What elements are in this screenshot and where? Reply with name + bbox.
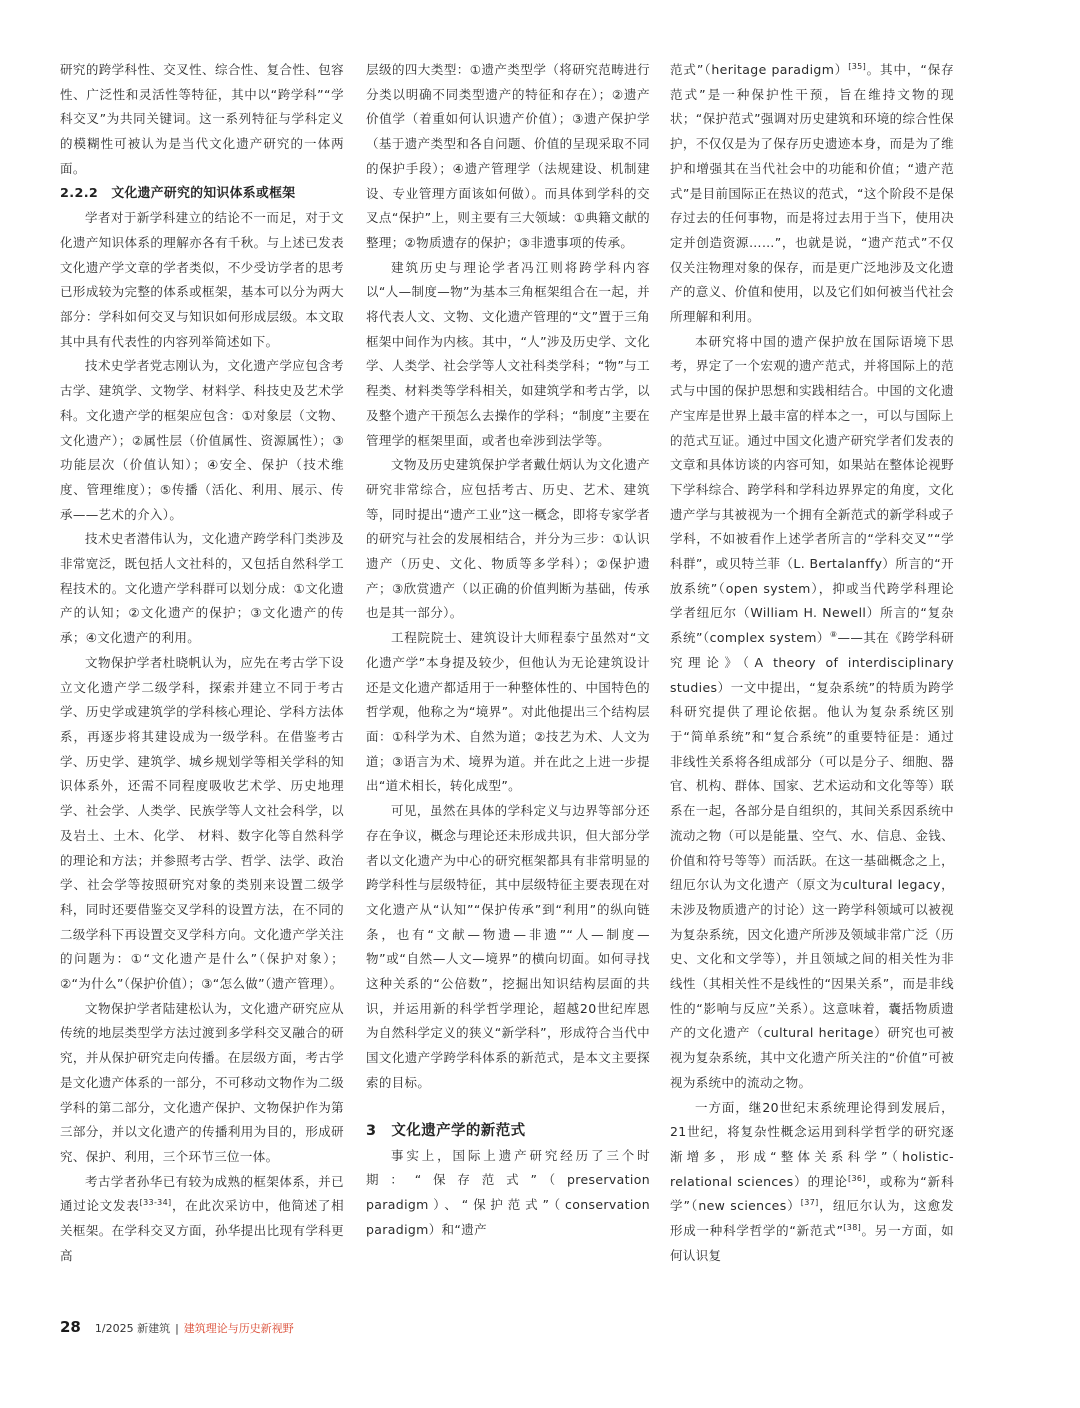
page-footer — [60, 1318, 294, 1340]
text-run: 考古学者孙华已有较为成熟的框架体系，并已通过论文发表 — [60, 1173, 344, 1214]
paragraph: 工程院院士、建筑设计大师程泰宁虽然对“文化遗产学”本身提及较少，但他认为无论建筑设计还是文化遗产都适用于一种整体性的、中国特色的哲学观，他称之为“境界”。对此他提出三个结构层面：①科学为术、自然为道；②技艺为术、人文为道；③语言为术、境界为道。并在此之上进一步提出“道术相长，转化成型”。 — [366, 630, 650, 794]
paragraph — [60, 1170, 344, 1269]
paragraph: 技术史者潜伟认为，文化遗产跨学科门类涉及非常宽泛，既包括人文社科的，又包括自然科学工程技术的。文化遗产学科群可以划分成：①文化遗产的认知；②文化遗产的保护；③文化遗产的传承；④文化遗产的利用。 — [60, 531, 344, 646]
journal-issue: 1/2025 新建筑 — [94, 1322, 171, 1335]
paragraph — [670, 58, 954, 330]
section-name: 建筑理论与历史新视野 — [183, 1322, 294, 1335]
paragraph: 技术史学者党志刚认为，文化遗产学应包含考古学、建筑学、文物学、材料学、科技史及艺术学科。文化遗产学的框架应包含：①对象层（文物、文化遗产）；②属性层（价值属性、资源属性）；③功能层次（价值认知）；④安全、保护（技术维度、管理维度）；⑤传播（活化、利用、展示、传承——艺术的介入）。 — [60, 358, 344, 522]
section-heading-2-2-2: 2.2.2 文化遗产研究的知识体系或框架 — [60, 185, 296, 201]
paragraph: 层级的四大类型：①遗产类型学（将研究范畴进行分类以明确不同类型遗产的特征和存在）；②遗产价值学（着重如何认识遗产价值）；③遗产保护学（基于遗产类型和各自问题、价值的呈现采取不同的保护手段）；④遗产管理学（法规建设、机制建设、专业管理方面该如何做）。而具体到学科的交叉点“保护”上，则主要有三大领域：①典籍文献的整理；②物质遗存的保护；③非遗事项的传承。 — [366, 62, 650, 250]
paragraph: 文物保护学者陆建松认为，文化遗产研究应从传统的地层类型学方法过渡到多学科交叉融合的研究，并从保护研究走向传播。在层级方面，考古学是文化遗产体系的一部分，不可移动文物作为二级学科的第二部分，文化遗产保护、文物保护作为第三部分，并以文化遗产的传播利用为目的，形成研究、保护、利用，三个环节三位一体。 — [60, 1000, 344, 1164]
text-column-2 — [366, 58, 650, 1242]
citation-ref: [38] — [843, 1222, 862, 1232]
footnote-ref: ⑧ — [829, 630, 838, 640]
page-number: 28 — [60, 1318, 81, 1336]
paragraph: 可见，虽然在具体的学科定义与边界等部分还存在争议，概念与理论还未形成共识，但大部分学者以文化遗产为中心的研究框架都具有非常明显的跨学科性与层级特征，其中层级特征主要表现在对文化遗产从“认知”“保护传承”到“利用”的纵向链条，也有“文献—物遗—非遗”“人—制度—物”或“自然—人文—境界”的横向切面。如何寻找这种关系的“公倍数”，挖掘出知识结构层面的共识，并运用新的科学哲学理论，超越20世纪库恩为自然科学定义的狭义“新学科”，形成符合当代中国文化遗产学跨学科体系的新范式，是本文主要探索的目标。 — [366, 803, 650, 1090]
text-column-1 — [60, 58, 344, 1268]
text-run: 本研究将中国的遗产保护放在国际语境下思考，界定了一个宏观的遗产范式，并将国际上的范式与中国的保护思想和实践相结合。中国的文化遗产宝库是世界上最丰富的样本之一，可以与国际上的范式互证。通过中国文化遗产研究学者们发表的文章和具体访谈的内容可知，如果站在整体论视野下学科综合、跨学科和学科边界界定的角度，文化遗产学与其被视为一个拥有全新范式的新学科或子学科，不如被看作上述学者所言的“学科交叉”“学科群”，或贝特兰菲（L. Bertalanffy）所言的“开放系统”（open system），抑或当代跨学科理论学者纽厄尔（William H. Newell）所言的“复杂系统”（complex system） — [670, 333, 954, 646]
paragraph: 建筑历史与理论学者冯江则将跨学科内容以“人—制度—物”为基本三角框架组合在一起，并将代表人文、文物、文化遗产管理的“文”置于三角框架中间作为内核。其中，“人”涉及历史学、文化学、人类学、社会学等人文社科类学科；“物”与工程类、材料类等学科相关，如建筑学和考古学，以及整个遗产干预怎么去操作的学科；“制度”主要在管理学的框架里面，或者也牵涉到法学等。 — [366, 259, 650, 448]
section-heading-3: 3 文化遗产学的新范式 — [366, 1122, 526, 1139]
text-run: 。另一方面，如何认识复 — [670, 1223, 955, 1263]
paragraph: 文物保护学者杜晓帆认为，应先在考古学下设立文化遗产学二级学科，探索并建立不同于考古学、历史学或建筑学的学科核心理论、学科方法体系，再逐步将其建设成为一级学科。在借鉴考古学、历史学、建筑学、城乡规划学等相关学科的知识体系外，还需不同程度吸收艺术学、历史地理学、社会学、人类学、民族学等人文社会科学，以及岩土、土木、化学、 材料、数字化等自然科学的理论和方法；并参照考古学、哲学、法学、政治学、社会学等按照研究对象的类别来设置二级学科，同时还要借鉴交叉学科的设置方法，在不同的二级学科下再设置交叉学科方向。文化遗产学关注的问题为：①“文化遗产是什么”（保护对象）；②“为什么”（保护价值）；③“怎么做”（遗产管理）。 — [60, 654, 344, 992]
paragraph: 学者对于新学科建立的结论不一而足，对于文化遗产知识体系的理解亦各有千秋。与上述已发表文化遗产学文章的学者类似，不少受访学者的思考已形成较为完整的体系或框架，基本可以分为两大部分：学科如何交叉与知识如何形成层级。本文取其中具有代表性的内容列举简述如下。 — [60, 210, 344, 349]
citation-ref: [36] — [847, 1173, 866, 1183]
citation-ref: [35] — [848, 61, 867, 71]
text-run: ——其在《跨学科研究理论》（A theory of interdisciplinary studies）一文中提出，“复杂系统”的特质为跨学科研究提供了理论依据。他认为复杂系统区别于“简单系统”和“复合系统”的重要特征是：通过非线性关系将各组成部分（可以是分子、细胞、器官、机构、群体、国家、艺术运动和文化等等）联系在一起，各部分是自组织的，其间关系因系统中流动之物（可以是能量、空气、水、信息、金钱、价值和符号等等）而活跃。在这一基础概念之上，纽厄尔认为文化遗产（原文为cultural legacy，未涉及物质遗产的讨论）这一跨学科领域可以被视为复杂系统，因文化遗产所涉及领域非常广泛（历史、文化和文学等），并且领域之间的相关性为非线性（其相关性不是线性的“因果关系”，而是非线性的“影响与反应”关系）。这意味着，囊括物质遗产的文化遗产（cultural heritage）研究也可被视为复杂系统，其中文化遗产所关注的“价值”可被视为系统中的流动之物。 — [670, 630, 955, 1090]
text-run: 范式”（heritage paradigm） — [670, 62, 849, 77]
citation-ref: [37] — [800, 1198, 819, 1208]
text-run: ，纽厄尔认为，这愈发形成一种科学哲学的“新范式” — [670, 1198, 954, 1239]
paragraph — [670, 330, 954, 1096]
text-run: 。其中，“保存范式”是一种保护性干预，旨在维持文物的现状；“保护范式”强调对历史建筑和环境的综合性保护，不仅仅是为了保存历史遗迹本身，而是为了维护和增强其在当代社会中的功能和价值；“遗产范式”是目前国际正在热议的范式，“这个阶段不是保存过去的任何事物，而是将过去用于当下，使用决定并创造资源……”，也就是说，“遗产范式”不仅仅关注物理对象的保存，而是更广泛地涉及文化遗产的意义、价值和使用，以及它们如何被当代社会所理解和利用。 — [670, 62, 954, 325]
paragraph: 研究的跨学科性、交叉性、综合性、复合性、包容性、广泛性和灵活性等特征，其中以“跨学科”“学科交叉”为共同关键词。这一系列特征与学科定义的模糊性可被认为是当代文化遗产研究的一体两面。 — [60, 62, 344, 176]
paragraph — [670, 1096, 954, 1269]
citation-ref: [33-34] — [139, 1198, 172, 1208]
paragraph: 事实上，国际上遗产研究经历了三个时期：“保存范式”（preservation paradigm）、“保护范式”（conservation paradigm）和“遗产 — [366, 1147, 650, 1237]
paragraph: 文物及历史建筑保护学者戴仕炳认为文化遗产研究非常综合，应包括考古、历史、艺术、建筑等，同时提出“遗产工业”这一概念，即将专家学者的研究与社会的发展相结合，并分为三步：①认识遗产（历史、文化、物质等多学科）；②保护遗产；③欣赏遗产（以正确的价值判断为基础，传承也是其一部分）。 — [366, 457, 650, 621]
text-run: ，或称为“新科学”（new sciences） — [670, 1173, 954, 1214]
text-column-3 — [670, 58, 954, 1268]
text-run: 一方面，继20世纪末系统理论得到发展后，21世纪，将复杂性概念运用到科学哲学的研究逐渐增多，形成“整体关系科学”（holistic-relational sciences）的理论 — [670, 1099, 954, 1189]
footer-separator: | — [175, 1322, 179, 1335]
text-run: ，在此次采访中，他简述了相关框架。在学科交叉方面，孙华提出比现有学科更高 — [60, 1198, 344, 1263]
